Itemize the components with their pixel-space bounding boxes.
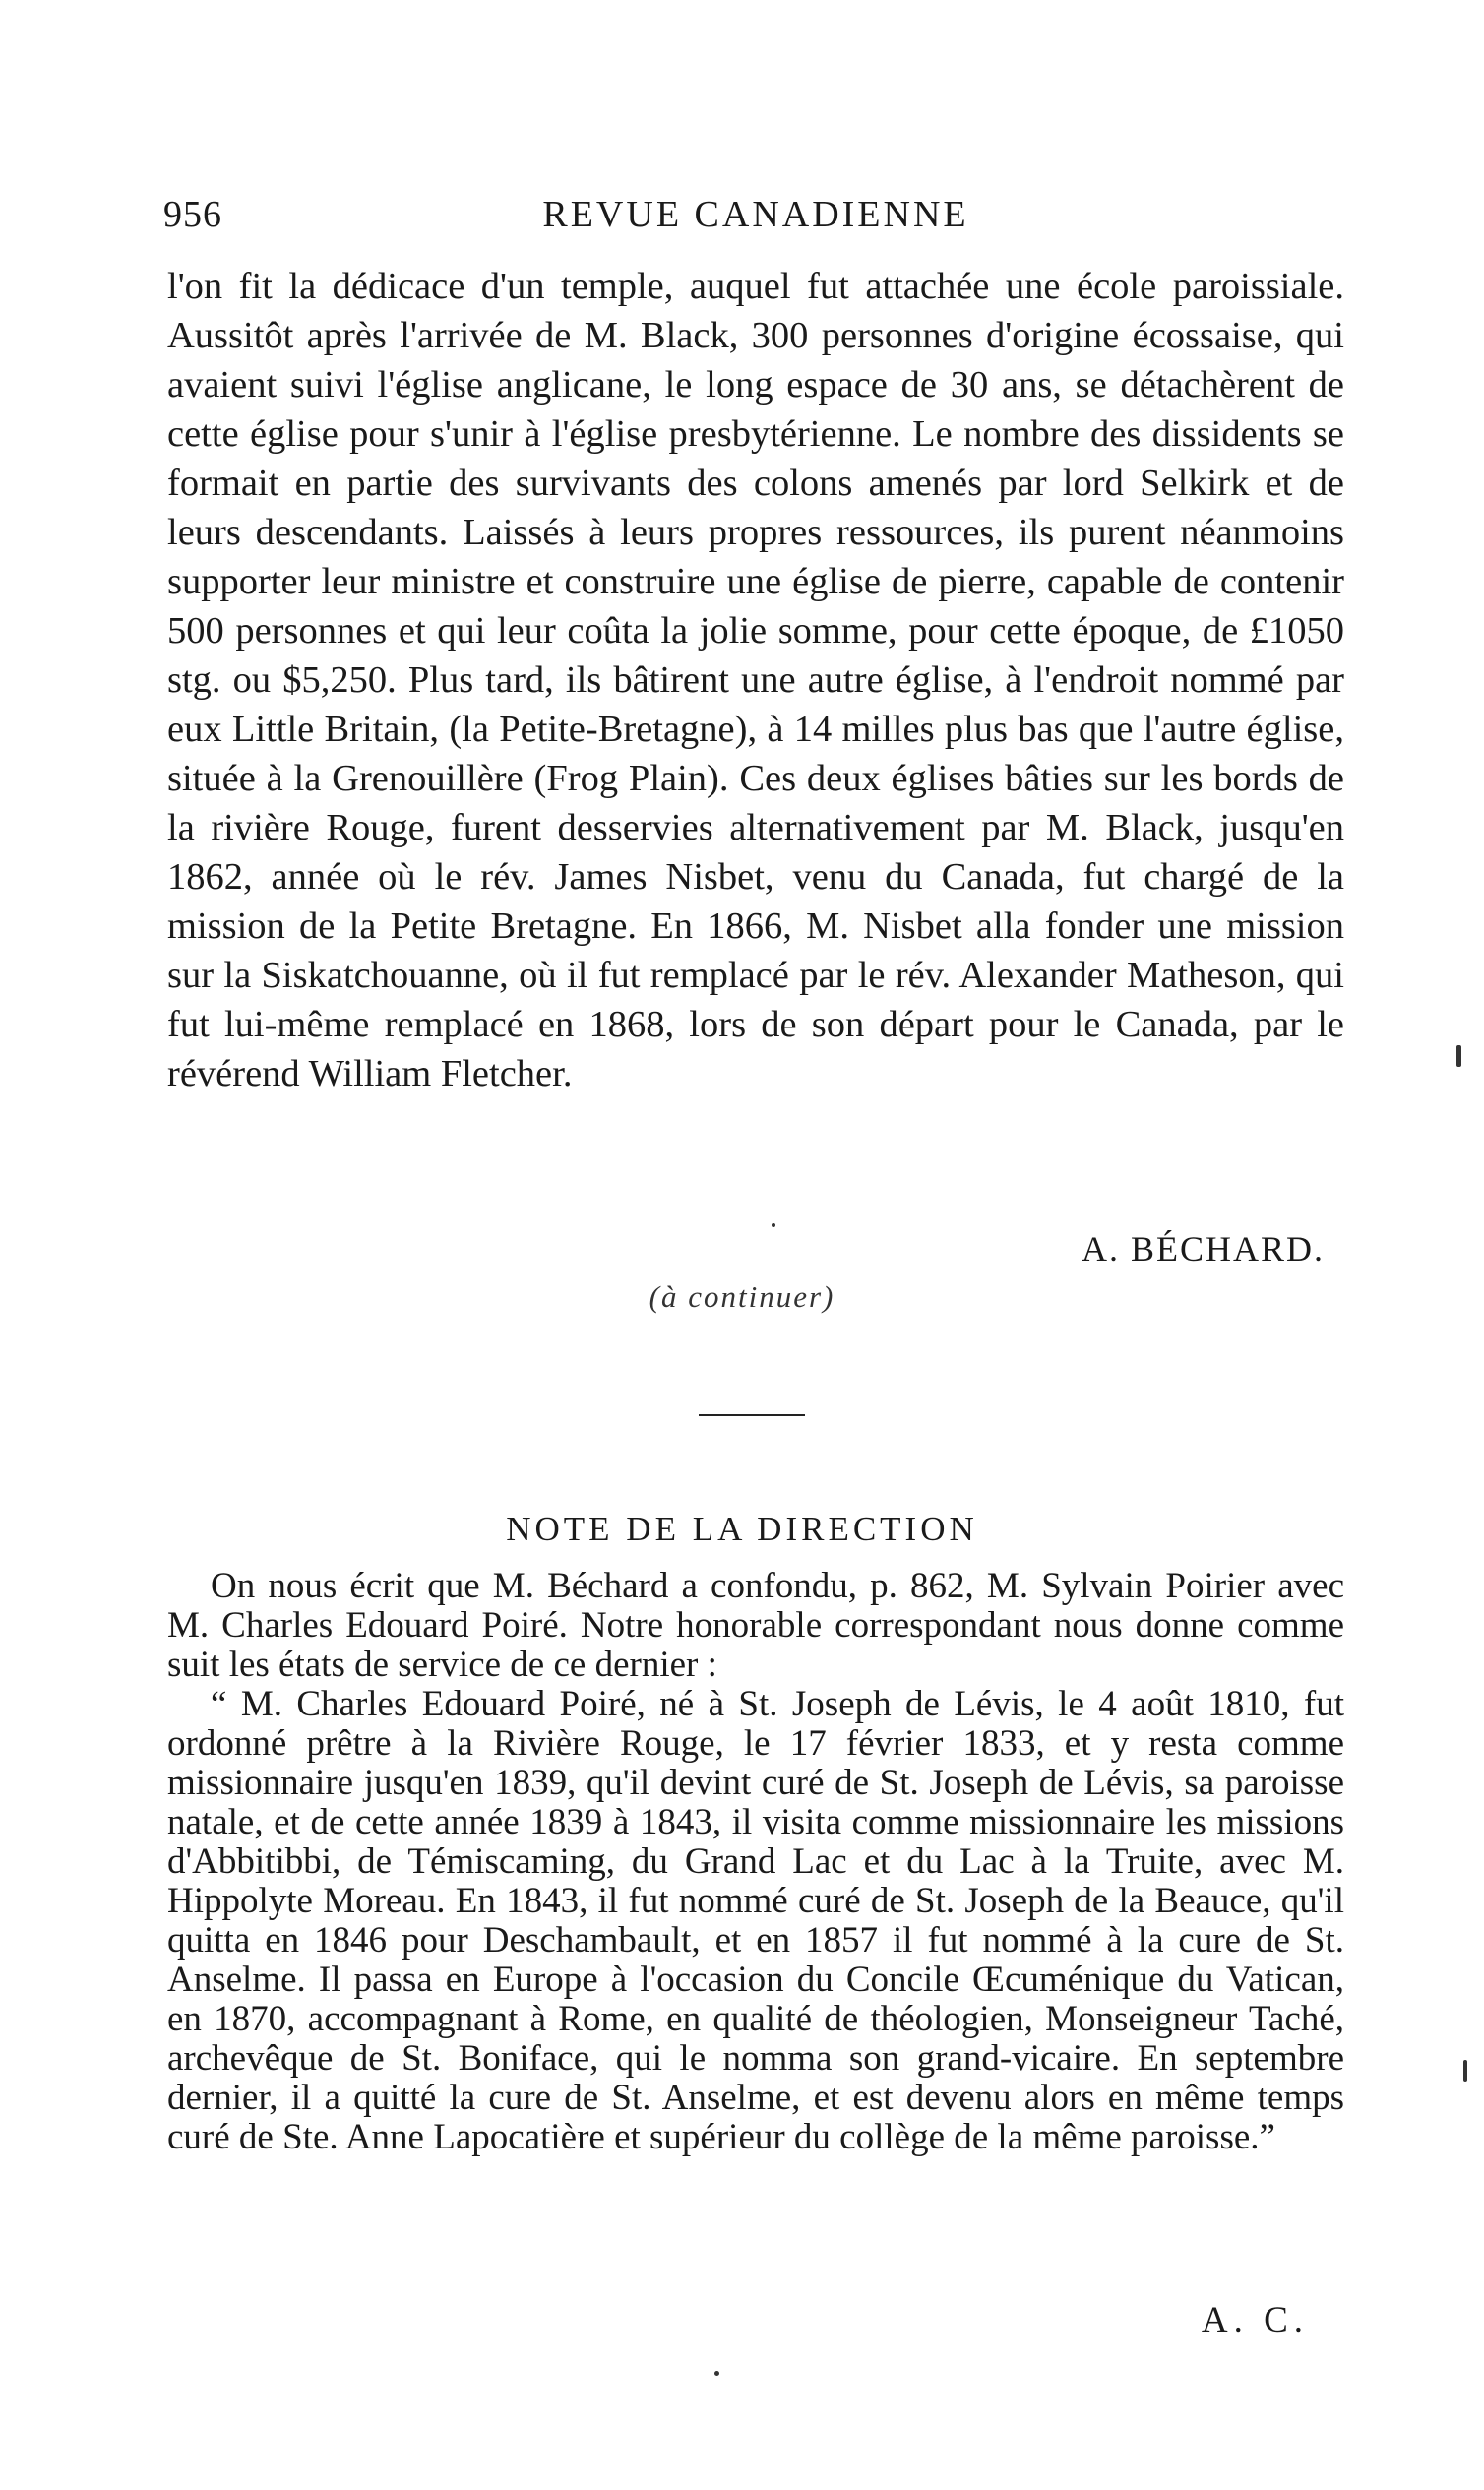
continued-note: (à continuer) bbox=[649, 1279, 835, 1314]
page-number: 956 bbox=[163, 194, 222, 235]
scan-speck bbox=[1463, 2060, 1467, 2082]
note-body bbox=[167, 1567, 1344, 2157]
article-body bbox=[167, 262, 1344, 1098]
section-divider bbox=[699, 1414, 805, 1416]
scan-speck bbox=[714, 2371, 719, 2376]
article-signature: A. BÉCHARD. bbox=[1081, 1229, 1325, 1269]
note-signature: A. C. bbox=[1201, 2300, 1309, 2340]
note-paragraph-2: “ M. Charles Edouard Poiré, né à St. Joseph de Lévis, le 4 août 1810, fut ordonné prêtre à la Rivière Rouge, le 17 février 1833, et y resta comme missionnaire jusqu'en 1839, qu'il devint curé de St. Joseph de Lévis, sa paroisse natale, et de cette année 1839 à 1843, il visita comme missionnaire les missions d'Abbitibbi, de Témiscaming, du Grand Lac et du Lac à la Truite, avec M. Hippolyte Moreau. En 1843, il fut nommé curé de St. Joseph de la Beauce, qu'il quitta en 1846 pour Deschambault, et en 1857 il fut nommé à la cure de St. Anselme. Il passa en Europe à l'occasion du Concile Œcuménique du Vatican, en 1870, accompagnant à Rome, en qualité de théologien, Monseigneur Taché, archevêque de St. Boniface, qui le nomma son grand-vicaire. En septembre dernier, il a quitté la cure de St. Anselme, et est devenu alors en même temps curé de Ste. Anne Lapocatière et supérieur du collège de la même paroisse.” bbox=[167, 1684, 1344, 2157]
article-paragraph: l'on fit la dédicace d'un temple, auquel fut attachée une école paroissiale. Aussitôt après l'arrivée de M. Black, 300 personnes d'origine écossaise, qui avaient suivi l'église anglicane, le long espace de 30 ans, se détachèrent de cette église pour s'unir à l'église presbytérienne. Le nombre des dissidents se formait en partie des survivants des colons amenés par lord Selkirk et de leurs descendants. Laissés à leurs propres ressources, ils purent néanmoins supporter leur ministre et construire une église de pierre, capable de contenir 500 personnes et qui leur coûta la jolie somme, pour cette époque, de £1050 stg. ou $5,250. Plus tard, ils bâtirent une autre église, à l'endroit nommé par eux Little Britain, (la Petite-Bretagne), à 14 milles plus bas que l'autre église, située à la Grenouillère (Frog Plain). Ces deux églises bâties sur les bords de la rivière Rouge, furent desservies alternativement par M. Black, jusqu'en 1862, année où le rév. James Nisbet, venu du Canada, fut chargé de la mission de la Petite Bretagne. En 1866, M. Nisbet alla fonder une mission sur la Siskatchouanne, où il fut remplacé par le rév. Alexander Matheson, qui fut lui-même remplacé en 1868, lors de son départ pour le Canada, par le révérend William Fletcher. bbox=[167, 266, 1344, 1094]
running-title: REVUE CANADIENNE bbox=[542, 194, 969, 235]
page-header bbox=[163, 193, 1348, 252]
note-paragraph-1: On nous écrit que M. Béchard a confondu, p. 862, M. Sylvain Poirier avec M. Charles Edouard Poiré. Notre honorable correspondant nous donne comme suit les états de service de ce dernier : bbox=[167, 1566, 1344, 1685]
scan-speck bbox=[1456, 1045, 1461, 1067]
scan-speck bbox=[772, 1223, 775, 1227]
note-heading: NOTE DE LA DIRECTION bbox=[506, 1510, 978, 1548]
